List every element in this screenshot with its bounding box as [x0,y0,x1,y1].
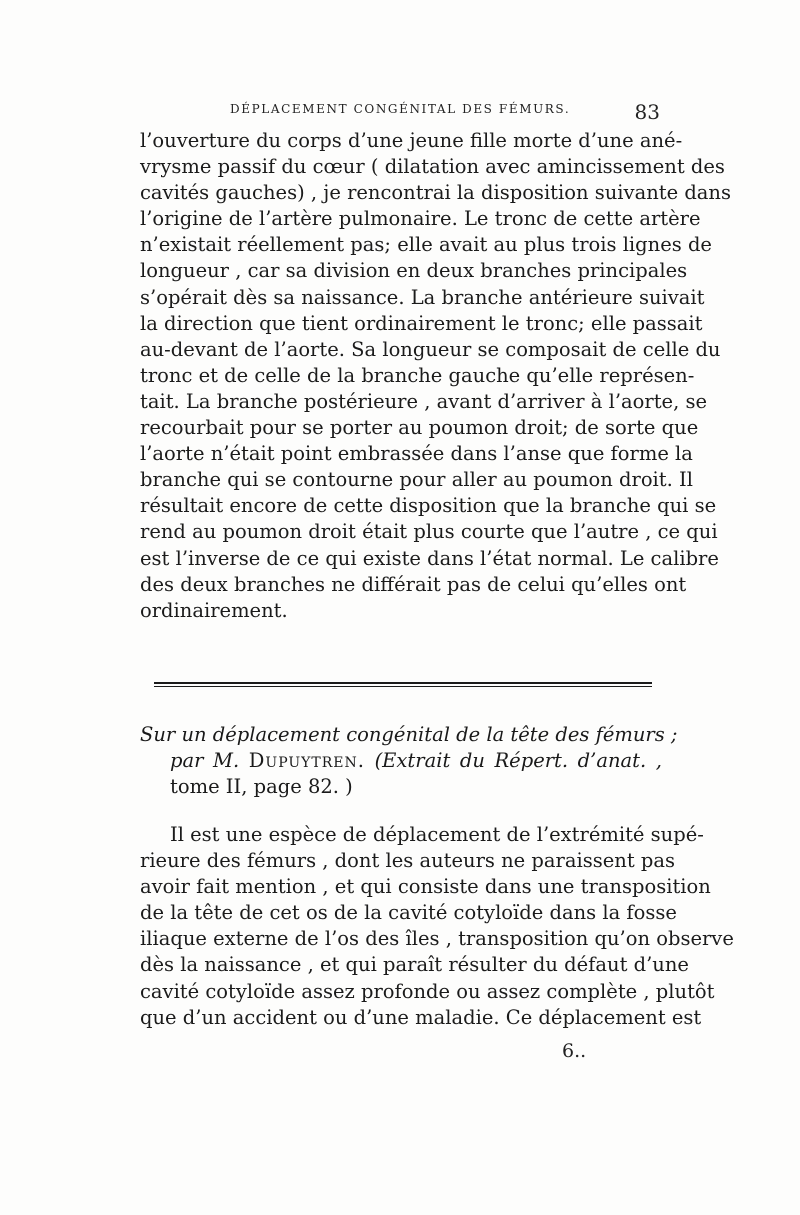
text-line: longueur , car sa division en deux branches principales [140,259,688,283]
text-line: au-devant de l’aorte. Sa longueur se composait de celle du [140,337,721,361]
title-volume: tome II, page 82. ) [170,775,353,798]
page-number: 83 [634,100,660,124]
text-line: iliaque externe de l’os des îles , transposition qu’on observe [140,927,734,951]
author-name: Dupuytren. [248,749,365,772]
section-divider-thin [154,686,652,687]
text-line: cavités gauches) , je rencontrai la disposition suivante dans [140,181,731,205]
text-line: cavité cotyloïde assez profonde ou assez complète , plutôt [140,979,715,1003]
text-line: que d’un accident ou d’une maladie. Ce déplacement est [140,1005,702,1029]
title-prefix: par M. [170,749,240,772]
title-line-author [140,748,662,774]
text-line: est l’inverse de ce qui existe dans l’état normal. Le calibre [140,546,719,570]
text-line: résultait encore de cette disposition que la branche qui se [140,494,717,518]
text-line: s’opérait dès sa naissance. La branche antérieure suivait [140,285,705,309]
title-line [140,774,662,800]
text-line: ordinairement. [140,598,288,622]
text-line: n’existait réellement pas; elle avait au plus trois lignes de [140,233,712,257]
text-line: recourbait pour se porter au poumon droit; de sorte que [140,416,699,440]
text-line: tait. La branche postérieure , avant d’arriver à l’aorte, se [140,389,708,413]
title-source: (Extrait du Répert. d’anat. , [374,749,662,772]
text-line: vrysme passif du cœur ( dilatation avec amincissement des [140,155,725,179]
text-line: tronc et de celle de la branche gauche qu’elle représen- [140,363,695,387]
text-line: Il est une espèce de déplacement de l’extrémité supé- [170,823,704,846]
signature-mark: 6.. [562,1040,587,1062]
text-line: de la tête de cet os de la cavité cotyloïde dans la fosse [140,901,677,925]
article-title [140,722,678,800]
text-line: la direction que tient ordinairement le tronc; elle passait [140,311,703,335]
text-line: rend au poumon droit était plus courte que l’autre , ce qui [140,520,718,544]
text-line: l’aorte n’était point embrassée dans l’anse que forme la [140,442,693,466]
text-line: dès la naissance , et qui paraît résulter du défaut d’une [140,953,689,977]
text-line: des deux branches ne différait pas de celui qu’elles ont [140,572,687,596]
text-line: l’ouverture du corps d’une jeune fille morte d’une ané- [140,129,683,152]
text-line: l’origine de l’artère pulmonaire. Le tronc de cette artère [140,207,701,231]
text-line: branche qui se contourne pour aller au poumon droit. Il [140,468,693,492]
paragraph-femur-displacement [140,822,734,1031]
running-head: DÉPLACEMENT CONGÉNITAL DES FÉMURS. [230,102,571,116]
paragraph-aneurysm-case [140,128,731,624]
title-line: Sur un déplacement congénital de la tête des fémurs ; [140,723,678,746]
page-header [140,100,660,124]
text-line: avoir fait mention , et qui consiste dans une transposition [140,875,711,899]
section-divider-thick [154,682,652,684]
text-line: rieure des fémurs , dont les auteurs ne paraissent pas [140,849,675,873]
